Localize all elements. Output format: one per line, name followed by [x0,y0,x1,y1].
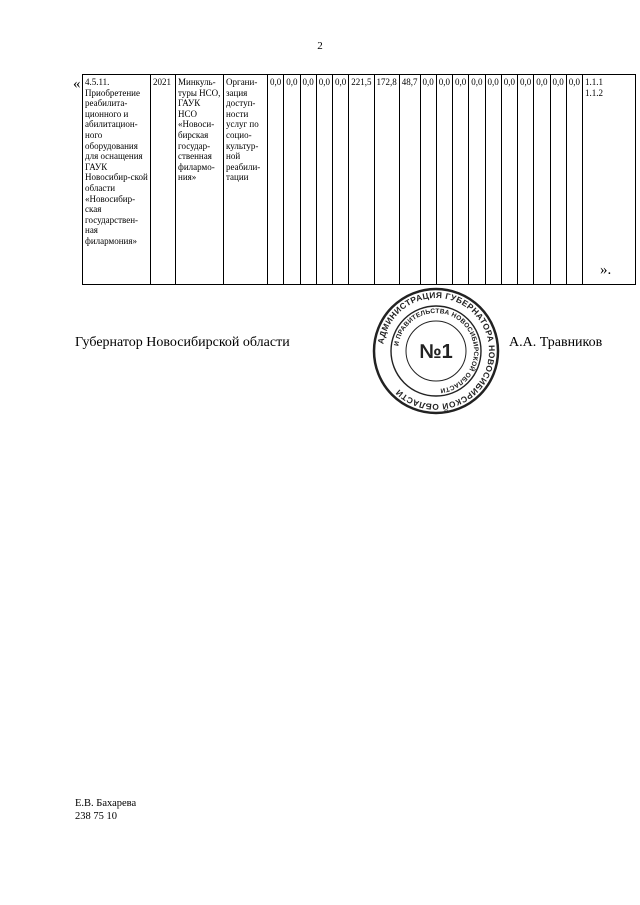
indicators-cell [583,75,636,285]
signatory-name: А.А. Травников [509,335,603,350]
seal-number: №1 [419,341,453,363]
value-cell: 0,0 [333,75,349,285]
page-number: 2 [317,40,323,52]
indicator-code: 1.1.1 [585,77,603,87]
executor-name: Е.В. Бахарева [75,798,137,809]
value-cell: 0,0 [534,75,550,285]
seal-inner-text: И ПРАВИТЕЛЬСТВА НОВОСИБИРСКОЙ ОБЛАСТИ [393,307,480,394]
value-cell: 0,0 [518,75,534,285]
value-cell: 48,7 [399,75,420,285]
seal-outer-text: АДМИНИСТРАЦИЯ ГУБЕРНАТОРА НОВОСИБИРСКОЙ ОБЛАСТИ [375,289,498,413]
value-cell: 221,5 [349,75,374,285]
value-cell: 0,0 [268,75,284,285]
activity-name-cell: 4.5.11. Приобретение реабилита-ционного и абилитацион-ного оборудования для оснащения ГАУК Новосибир-ской области «Новосибир-ская государствен-ная филармония» [83,75,151,285]
executor-cell: Минкуль-туры НСО, ГАУК НСО «Новоси-бирская государ-ственная филармо-ния» [176,75,224,285]
opening-quote: « [73,76,81,92]
indicator-code: 1.1.2 [585,87,603,98]
signatory-position: Губернатор Новосибирской области [75,335,290,350]
value-cell: 0,0 [300,75,316,285]
value-cell: 172,8 [374,75,399,285]
value-cell: 0,0 [284,75,300,285]
value-cell: 0,0 [453,75,469,285]
value-cell: 0,0 [566,75,582,285]
executor-phone: 238 75 10 [75,811,117,822]
program-table [82,74,636,285]
closing-quote: ». [600,262,612,278]
value-cell: 0,0 [316,75,332,285]
value-cell: 0,0 [485,75,501,285]
official-seal [372,287,500,415]
value-cell: 0,0 [469,75,485,285]
value-cell: 0,0 [550,75,566,285]
value-cell: 0,0 [501,75,517,285]
year-cell: 2021 [151,75,176,285]
table-row [83,75,636,285]
value-cell: 0,0 [420,75,436,285]
result-cell: Органи-зация доступ-ности услуг по социо-культур-ной реабили-тации [224,75,268,285]
value-cell: 0,0 [436,75,452,285]
